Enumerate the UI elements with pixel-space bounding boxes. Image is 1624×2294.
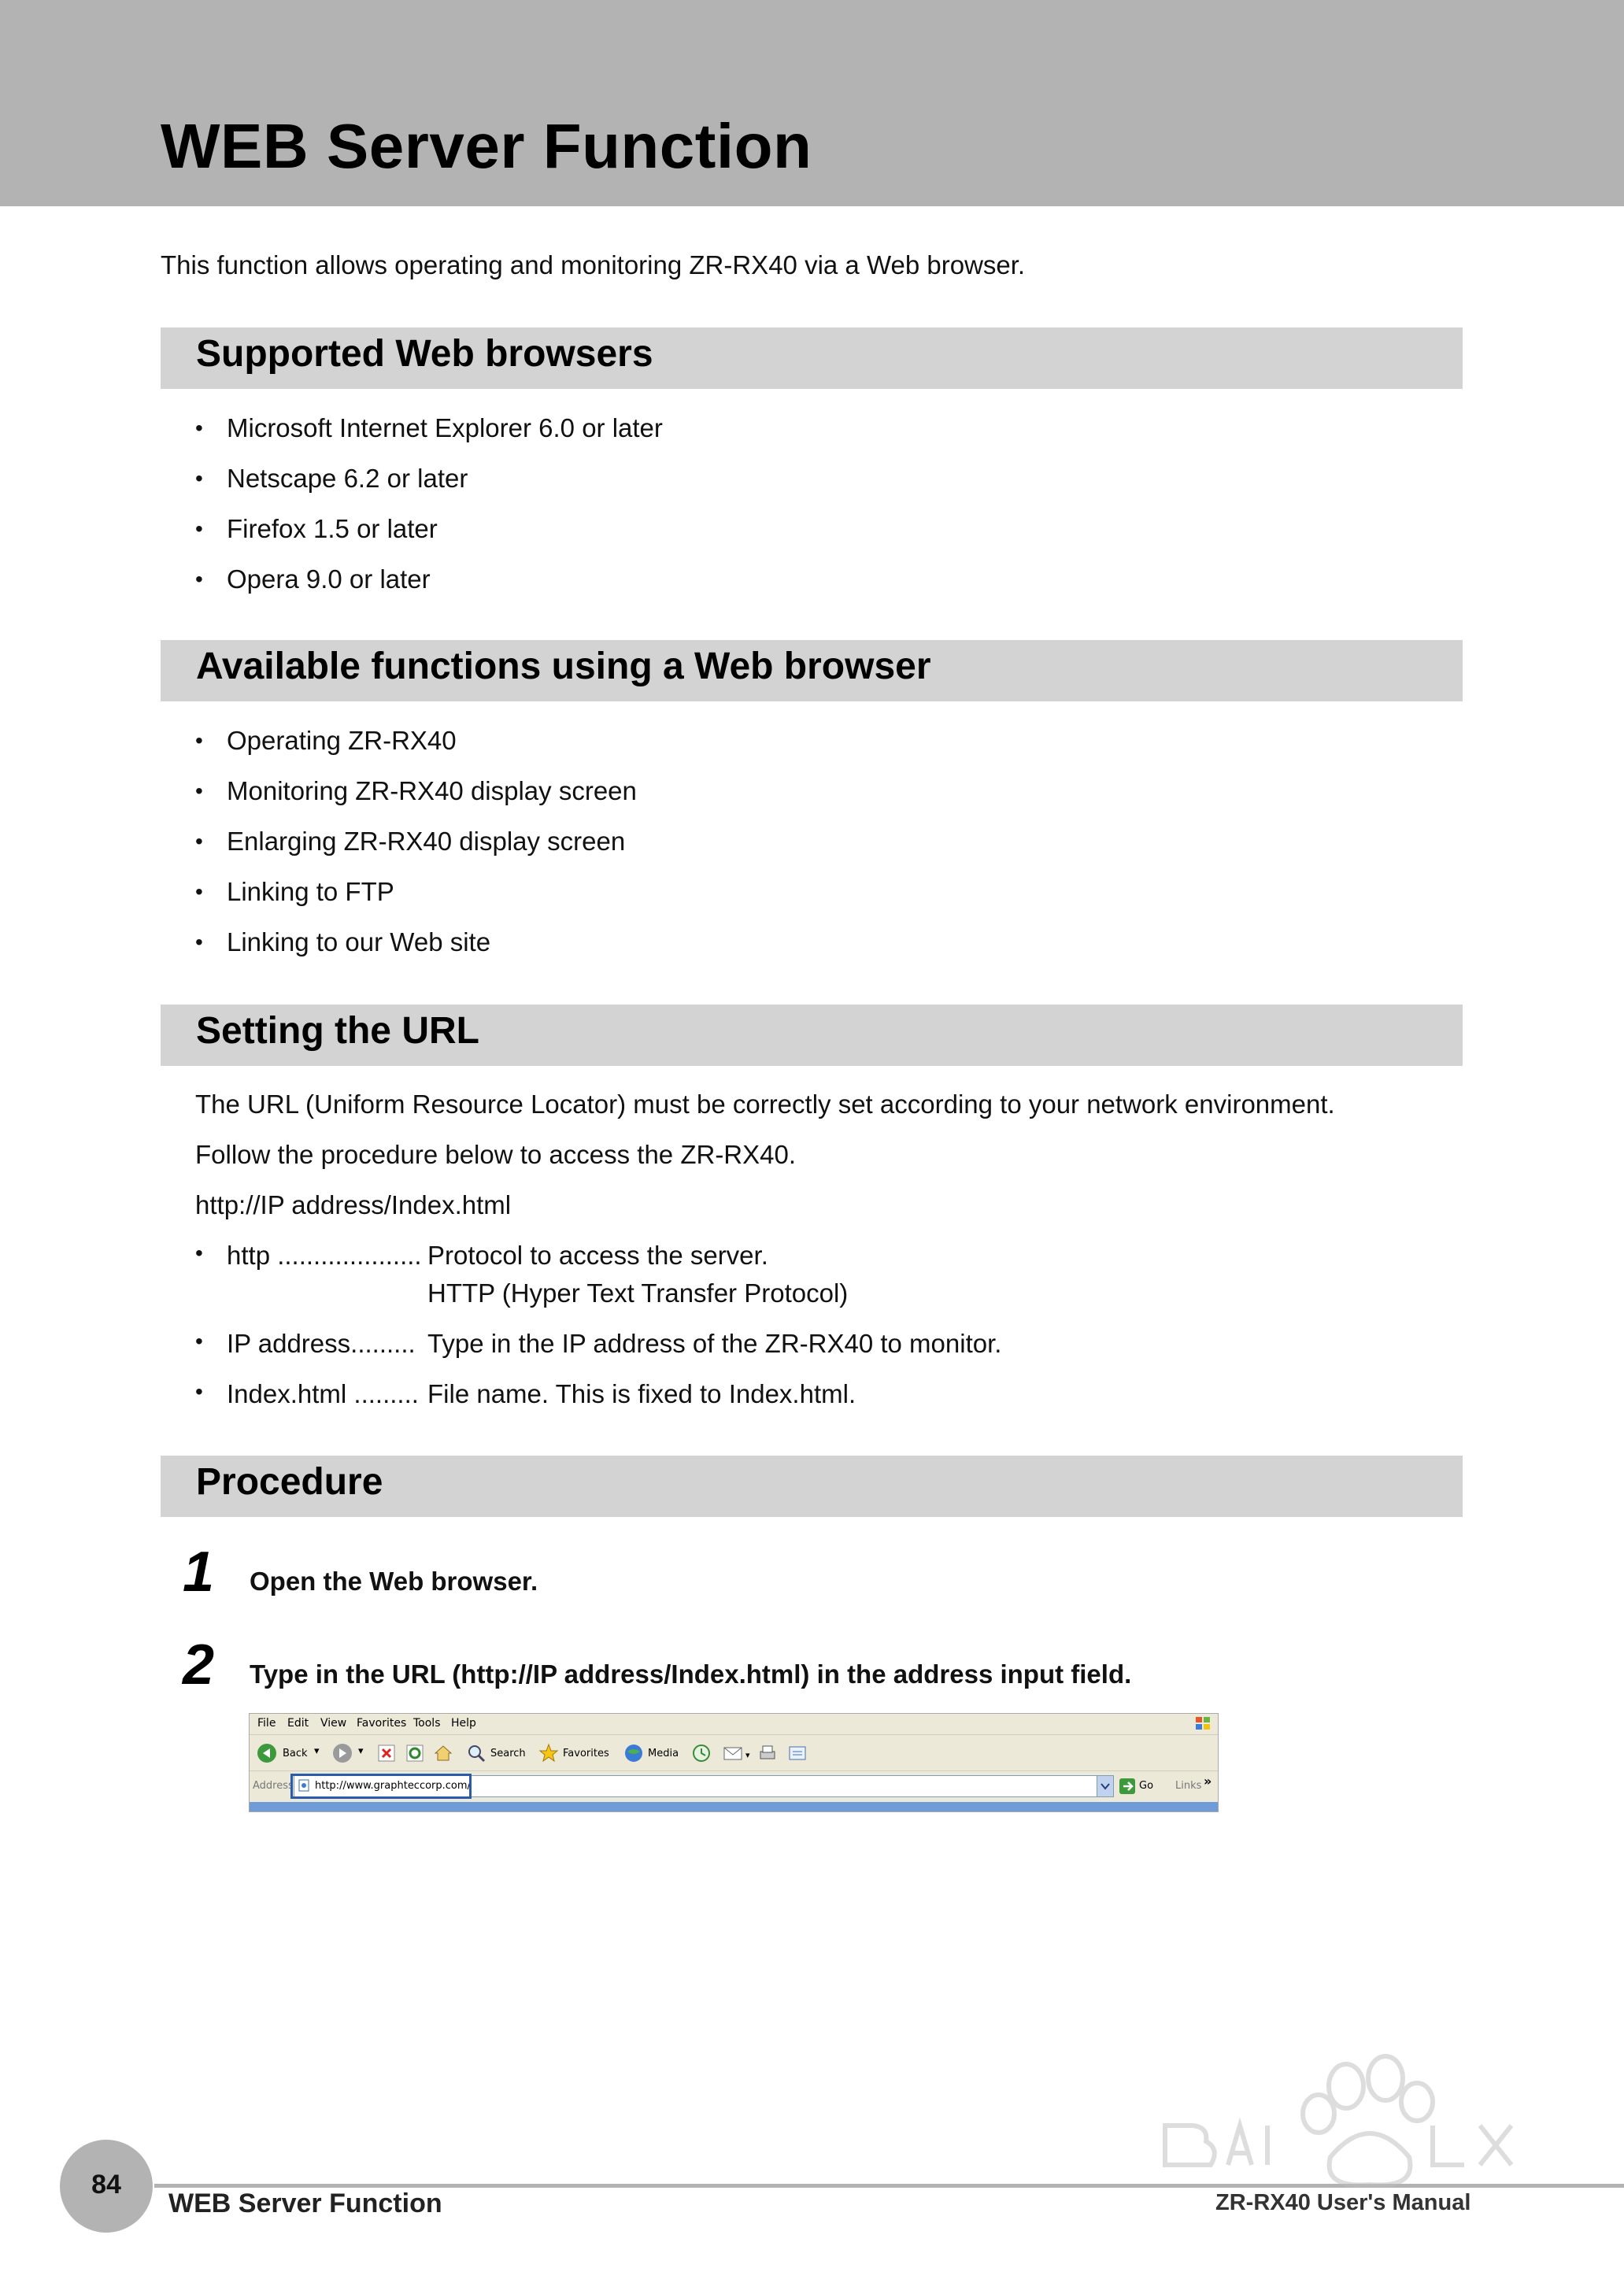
- bullet: •: [195, 1379, 203, 1404]
- search-icon: [465, 1742, 487, 1764]
- url-description: The URL (Uniform Resource Locator) must be correctly set according to your network environment.: [195, 1090, 1335, 1119]
- list-item: • Linking to our Web site: [195, 917, 637, 968]
- back-label: Back: [283, 1748, 308, 1759]
- list-item: • Monitoring ZR-RX40 display screen: [195, 766, 637, 816]
- favorites-label: Favorites: [563, 1748, 609, 1759]
- definition-term: Index.html .........: [227, 1379, 419, 1408]
- back-dropdown-icon[interactable]: ▾: [314, 1745, 320, 1757]
- mail-icon[interactable]: [722, 1741, 753, 1766]
- star-icon: [538, 1742, 560, 1764]
- go-label: Go: [1139, 1780, 1154, 1792]
- search-button[interactable]: [465, 1741, 533, 1766]
- baidu-watermark-logo: [1149, 2039, 1527, 2228]
- list-item: • Enlarging ZR-RX40 display screen: [195, 816, 637, 867]
- media-button[interactable]: [623, 1741, 686, 1766]
- definition-term: http ....................: [227, 1241, 422, 1270]
- address-label: Address: [253, 1780, 294, 1792]
- windows-logo-icon: [1194, 1715, 1212, 1731]
- browser-addressbar: [250, 1772, 1218, 1800]
- go-button[interactable]: [1119, 1777, 1166, 1796]
- go-arrow-icon: [1119, 1778, 1136, 1795]
- function-list: [195, 716, 637, 968]
- page-title: WEB Server Function: [161, 111, 812, 181]
- forward-dropdown-icon[interactable]: ▾: [358, 1745, 364, 1757]
- media-globe-icon: [623, 1742, 645, 1764]
- definition-term: IP address.........: [227, 1329, 416, 1358]
- browser-list: [195, 403, 663, 605]
- definition-desc: Type in the IP address of the ZR-RX40 to monitor.: [427, 1329, 1002, 1358]
- section-title: Procedure: [196, 1461, 383, 1503]
- list-item: • Operating ZR-RX40: [195, 716, 637, 766]
- menu-file[interactable]: File: [257, 1717, 276, 1730]
- home-icon[interactable]: [432, 1741, 454, 1766]
- list-item: • Firefox 1.5 or later: [195, 504, 663, 554]
- list-item: • Opera 9.0 or later: [195, 554, 663, 605]
- stop-icon[interactable]: [375, 1741, 398, 1766]
- browser-screenshot: [249, 1713, 1219, 1812]
- forward-arrow-icon: [331, 1742, 353, 1764]
- section-header-procedure: [161, 1456, 1463, 1517]
- page-number-badge: [60, 2140, 153, 2233]
- url-format: http://IP address/Index.html: [195, 1190, 512, 1219]
- section-header-url: [161, 1005, 1463, 1066]
- back-arrow-icon: [256, 1742, 278, 1764]
- chevron-down-icon: [1097, 1776, 1113, 1796]
- section-title: Supported Web browsers: [196, 333, 653, 375]
- url-instruction: Follow the procedure below to access the ZR-RX40.: [195, 1140, 797, 1169]
- list-item: • Microsoft Internet Explorer 6.0 or later: [195, 403, 663, 453]
- section-title: Setting the URL: [196, 1010, 479, 1052]
- list-item: • Linking to FTP: [195, 867, 637, 917]
- menu-tools[interactable]: Tools: [413, 1717, 441, 1730]
- refresh-icon[interactable]: [404, 1741, 426, 1766]
- address-dropdown-button[interactable]: [1097, 1776, 1113, 1796]
- menu-help[interactable]: Help: [451, 1717, 476, 1730]
- svg-text:▾: ▾: [745, 1750, 750, 1760]
- footer-section-title: WEB Server Function: [168, 2189, 442, 2218]
- step-text: Type in the URL (http://IP address/Index.html) in the address input field.: [250, 1659, 1132, 1689]
- definition-desc: File name. This is fixed to Index.html.: [427, 1379, 856, 1408]
- back-button[interactable]: [256, 1741, 327, 1766]
- page-number: 84: [91, 2170, 121, 2200]
- page-content-edge: [250, 1802, 1218, 1811]
- edit-icon[interactable]: [786, 1741, 808, 1766]
- list-item: • Netscape 6.2 or later: [195, 453, 663, 504]
- section-header-browsers: [161, 327, 1463, 389]
- history-icon[interactable]: [690, 1741, 712, 1766]
- media-label: Media: [648, 1748, 679, 1759]
- search-label: Search: [490, 1748, 526, 1759]
- menu-view[interactable]: View: [320, 1717, 347, 1730]
- definition-desc-2: HTTP (Hyper Text Transfer Protocol): [427, 1278, 849, 1308]
- section-title: Available functions using a Web browser: [196, 646, 931, 687]
- step-number: 2: [183, 1634, 215, 1696]
- browser-menubar: [250, 1714, 1218, 1735]
- browser-toolbar: [250, 1736, 1218, 1771]
- links-label[interactable]: Links: [1175, 1780, 1202, 1792]
- bullet: •: [195, 1329, 203, 1353]
- favorites-button[interactable]: [538, 1741, 616, 1766]
- menu-edit[interactable]: Edit: [287, 1717, 309, 1730]
- intro-text: This function allows operating and monitoring ZR-RX40 via a Web browser.: [161, 250, 1026, 279]
- print-icon[interactable]: [757, 1741, 779, 1766]
- step-number: 1: [183, 1541, 215, 1604]
- definition-desc: Protocol to access the server.: [427, 1241, 768, 1270]
- address-url: http://www.graphteccorp.com/: [315, 1780, 471, 1792]
- links-chevron-icon[interactable]: »: [1204, 1774, 1212, 1789]
- footer-manual-title: ZR-RX40 User's Manual: [1215, 2190, 1471, 2215]
- bullet: •: [195, 1241, 203, 1265]
- forward-button[interactable]: [331, 1741, 375, 1766]
- menu-favorites[interactable]: Favorites: [357, 1717, 407, 1730]
- address-highlight-box: [290, 1774, 472, 1799]
- step-text: Open the Web browser.: [250, 1567, 538, 1596]
- section-header-functions: [161, 640, 1463, 701]
